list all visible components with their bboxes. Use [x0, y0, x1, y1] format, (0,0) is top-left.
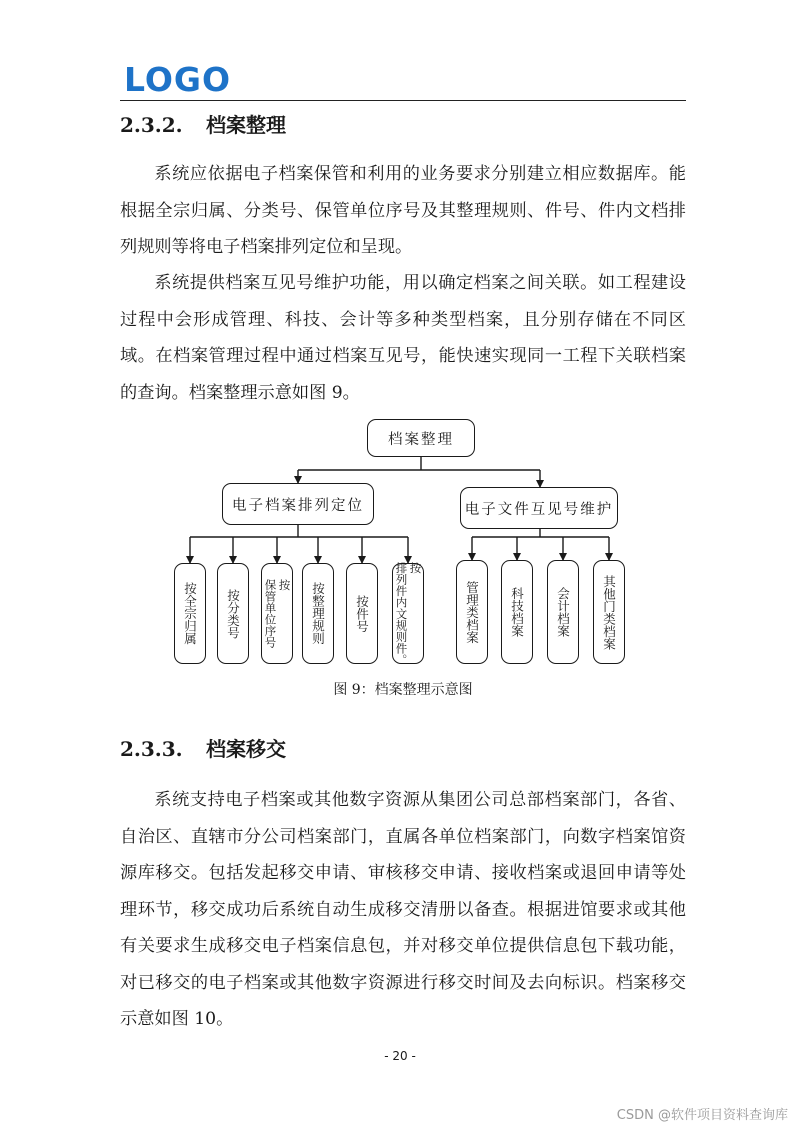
header-divider [120, 100, 686, 101]
figure-caption: 图 9：档案整理示意图 [333, 682, 473, 698]
node-leaf-other-archives [593, 560, 625, 664]
node-leaf-by-doc-order [392, 563, 424, 664]
node-label-col: 排列件内文规则件。 [394, 561, 409, 666]
node-leaf-management-archives [456, 560, 488, 664]
section-number: 2.3.3. [120, 737, 183, 761]
section-heading-2-3-2 [120, 111, 286, 139]
node-label-col: 按 [277, 579, 292, 591]
section-heading-2-3-3 [120, 735, 286, 763]
node-label: 电子档案排列定位 [232, 497, 364, 514]
node-root [367, 419, 475, 457]
node-label: 档案整理 [388, 431, 454, 448]
node-label: 会计档案 [555, 587, 571, 637]
node-branch-cross-reference [460, 487, 618, 529]
node-leaf-by-class-number [217, 563, 249, 664]
node-label-col: 按 [408, 561, 423, 574]
node-label: 其他门类档案 [601, 574, 617, 650]
node-leaf-accounting-archives [547, 560, 579, 664]
node-label: 按件号 [354, 594, 370, 633]
node-leaf-by-rules [302, 563, 334, 664]
node-branch-sort-position [222, 483, 374, 525]
node-label-col: 保管单位序号 [263, 579, 278, 648]
paragraph: 系统提供档案互见号维护功能，用以确定档案之间关联。如工程建设过程中会形成管理、科技、会计等多种类型档案，且分别存储在不同区域。在档案管理过程中通过档案互见号，能快速实现同一工程下关联档案的查询。档案整理示意如图 9。 [120, 273, 686, 403]
node-leaf-by-fonds [174, 563, 206, 664]
section-title: 档案整理 [206, 113, 286, 137]
watermark: CSDN @软件项目资料查询库 [616, 1108, 788, 1123]
node-label: 电子文件互见号维护 [464, 501, 614, 518]
section-title: 档案移交 [206, 737, 286, 761]
paragraph: 系统应依据电子档案保管和利用的业务要求分别建立相应数据库。能根据全宗归属、分类号、保管单位序号及其整理规则、件号、件内文档排列规则等将电子档案排列定位和呈现。 [120, 164, 686, 257]
node-label: 按全宗归属 [182, 582, 198, 645]
section-number: 2.3.2. [120, 113, 183, 137]
node-label: 科技档案 [509, 587, 525, 637]
node-leaf-tech-archives [501, 560, 533, 664]
node-label: 按分类号 [225, 588, 241, 639]
node-leaf-by-custody-unit [261, 563, 293, 664]
node-label: 按整理规则 [310, 582, 326, 645]
logo: LOGO [124, 60, 232, 99]
node-label: 管理类档案 [464, 580, 480, 644]
paragraph: 系统支持电子档案或其他数字资源从集团公司总部档案部门，各省、自治区、直辖市分公司档案部门，直属各单位档案部门，向数字档案馆资源库移交。包括发起移交申请、审核移交申请、接收档案或退回申请等处理环节，移交成功后系统自动生成移交清册以备查。根据进馆要求或其他有关要求生成移交电子档案信息包，并对移交单位提供信息包下载功能，对已移交的电子档案或其他数字资源进行移交时间及去向标识。档案移交示意如图 10。 [120, 790, 686, 1029]
node-leaf-by-item-number [346, 563, 378, 664]
page-number: - 20 - [384, 1049, 416, 1063]
